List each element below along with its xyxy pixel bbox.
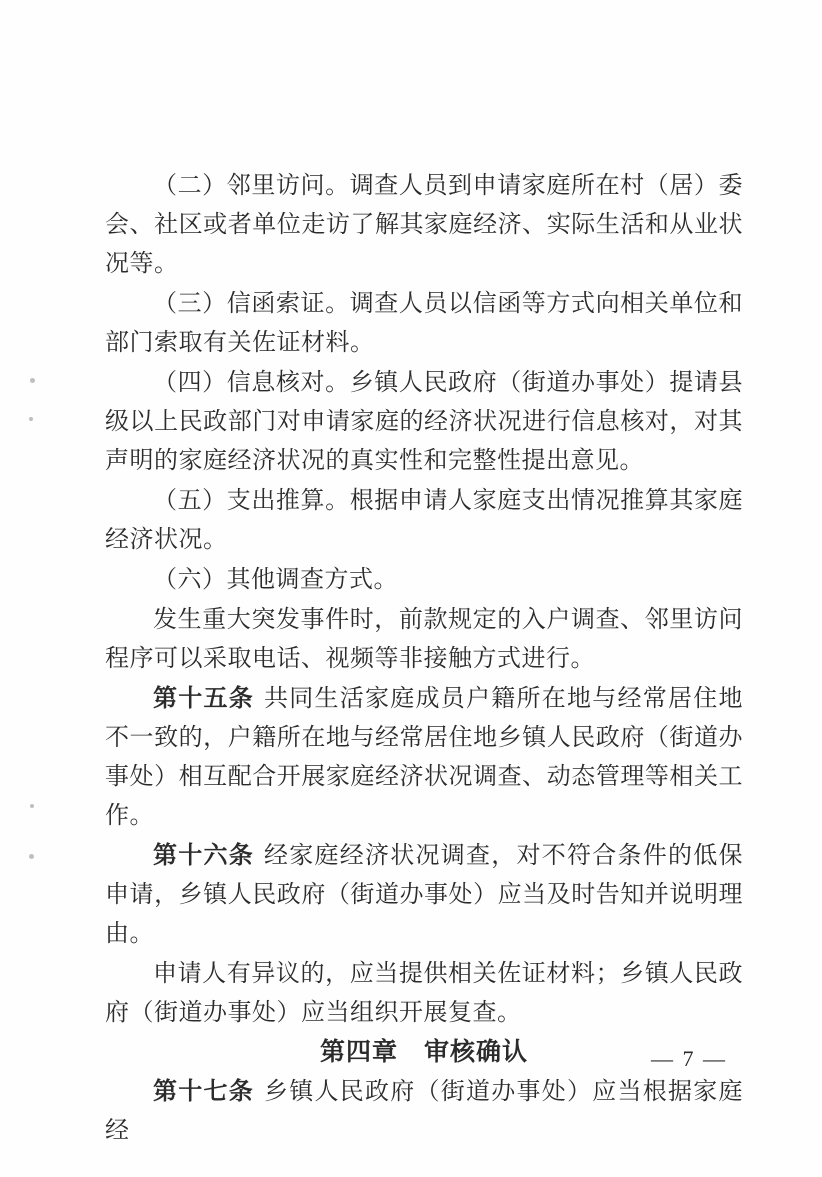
scan-speck <box>30 378 35 383</box>
paragraph <box>105 166 743 284</box>
paragraph-text: （六）其他调查方式。 <box>153 567 398 593</box>
paragraph-text: 经家庭经济状况调查，对不符合条件的低保申请，乡镇人民政府（街道办事处）应当及时告知并说明理由。 <box>105 843 743 947</box>
page-number: — 7 — <box>651 1046 727 1071</box>
paragraph-text: 申请人有异议的，应当提供相关佐证材料；乡镇人民政府（街道办事处）应当组织开展复查。 <box>105 961 743 1026</box>
chapter-heading: 第四章 审核确认 <box>319 1038 528 1066</box>
paragraph <box>105 560 743 600</box>
paragraph-text: （四）信息核对。乡镇人民政府（街道办事处）提请县级以上民政部门对申请家庭的经济状况进行信息核对，对其声明的家庭经济状况的真实性和完整性提出意见。 <box>105 370 743 474</box>
scan-speck <box>29 417 33 421</box>
paragraph-article-16 <box>105 836 743 954</box>
paragraph-article-15 <box>105 679 743 836</box>
paragraph <box>105 284 743 363</box>
paragraph <box>105 363 743 481</box>
scan-speck <box>30 804 34 808</box>
paragraph-text: （三）信函索证。调查人员以信函等方式向相关单位和部门索取有关佐证材料。 <box>105 291 743 356</box>
paragraph <box>105 600 743 679</box>
article-number-label: 第十六条 <box>153 842 254 869</box>
paragraph-text: 乡镇人民政府（街道办事处）应当根据家庭经 <box>105 1079 743 1144</box>
paragraph-text: 发生重大突发事件时，前款规定的入户调查、邻里访问程序可以采取电话、视频等非接触方式进行。 <box>105 607 743 672</box>
paragraph-article-17 <box>105 1072 743 1151</box>
paragraph-text: （二）邻里访问。调查人员到申请家庭所在村（居）委会、社区或者单位走访了解其家庭经济、实际生活和从业状况等。 <box>105 173 743 277</box>
paragraph-text: （五）支出推算。根据申请人家庭支出情况推算其家庭经济状况。 <box>105 488 743 553</box>
document-content <box>105 166 743 1151</box>
article-number-label: 第十五条 <box>153 685 254 712</box>
scan-speck <box>29 854 34 859</box>
paragraph <box>105 481 743 560</box>
paragraph <box>105 954 743 1033</box>
article-number-label: 第十七条 <box>153 1078 254 1105</box>
paragraph-text: 共同生活家庭成员户籍所在地与经常居住地不一致的，户籍所在地与经常居住地乡镇人民政府（街道办事处）相互配合开展家庭经济状况调查、动态管理等相关工作。 <box>105 686 743 829</box>
